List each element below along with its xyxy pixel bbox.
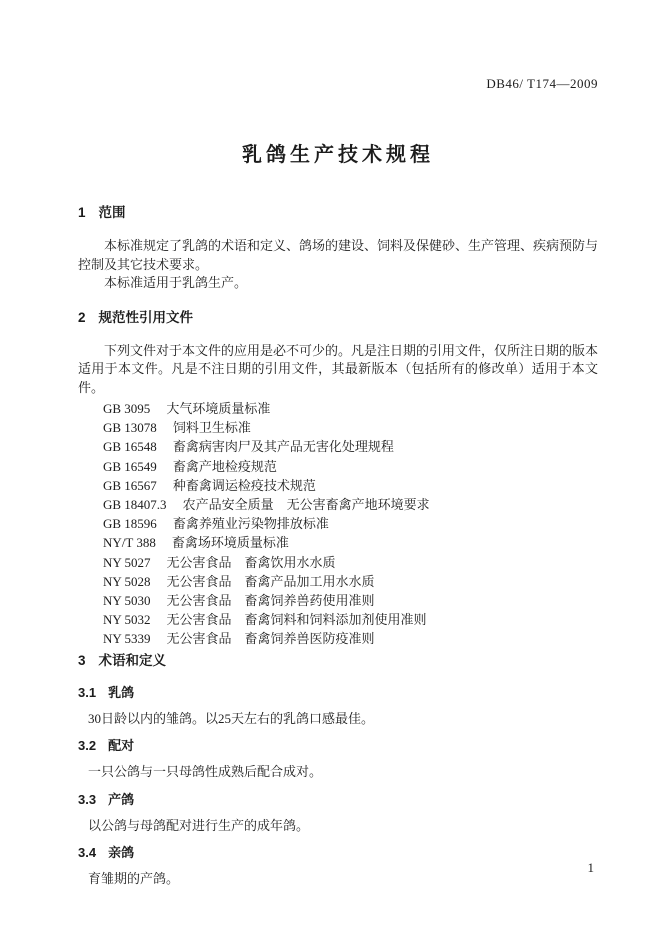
- reference-title: 畜禽产地检疫规范: [172, 458, 277, 474]
- reference-code: GB 16548: [103, 439, 157, 455]
- term-definition: 30日龄以内的雏鸽。以25天左右的乳鸽口感最佳。: [88, 710, 375, 726]
- term-name: 亲鸽: [108, 845, 135, 861]
- section-1-heading: [78, 204, 598, 222]
- reference-code: NY 5027: [103, 554, 151, 570]
- reference-list: [78, 399, 598, 649]
- section-title: 规范性引用文件: [98, 309, 194, 325]
- term-definition: 育雏期的产鸽。: [88, 871, 180, 887]
- reference-item: [103, 457, 598, 476]
- reference-item: [103, 533, 598, 552]
- reference-title: 无公害食品 畜禽饲养兽药使用准则: [166, 593, 375, 609]
- scope-paragraph: 本标准规定了乳鸽的术语和定义、鸽场的建设、饲料及保健砂、生产管理、疾病预防与控制及其它技术要求。: [78, 238, 599, 272]
- term-number: 3.1: [78, 684, 97, 700]
- standard-code: DB46/ T174—2009: [486, 76, 598, 91]
- reference-code: NY 5032: [103, 612, 151, 628]
- term-name: 配对: [108, 738, 135, 754]
- term-definition: 一只公鸽与一只母鸽性成熟后配合成对。: [88, 764, 323, 780]
- section-title: 范围: [98, 205, 126, 220]
- reference-item: [103, 418, 598, 437]
- term-name: 产鸽: [108, 791, 135, 807]
- reference-title: 畜禽病害肉尸及其产品无害化处理规程: [172, 439, 394, 455]
- reference-title: 农产品安全质量 无公害畜禽产地环境要求: [182, 497, 430, 513]
- section-number: 1: [78, 205, 86, 220]
- page-number: 1: [587, 860, 594, 875]
- reference-item: [103, 399, 598, 418]
- term-heading-3-2: [78, 737, 598, 755]
- reference-title: 无公害食品 畜禽饮用水水质: [166, 554, 336, 570]
- term-heading-3-4: [78, 844, 598, 862]
- reference-code: NY 5028: [103, 573, 151, 589]
- reference-title: 畜禽场环境质量标准: [171, 535, 289, 551]
- section-2-heading: [78, 309, 598, 327]
- reference-title: 饲料卫生标准: [172, 420, 251, 436]
- reference-item: [103, 629, 598, 648]
- reference-title: 畜禽养殖业污染物排放标准: [172, 516, 329, 532]
- reference-code: NY 5339: [103, 631, 151, 647]
- reference-code: GB 16567: [103, 477, 157, 493]
- document-title: 乳鸽生产技术规程: [242, 144, 434, 166]
- reference-item: [103, 514, 598, 533]
- reference-title: 种畜禽调运检疫技术规范: [172, 477, 316, 493]
- reference-item: [103, 553, 598, 572]
- reference-code: GB 13078: [103, 420, 157, 436]
- reference-item: [103, 437, 598, 456]
- section-number: 3: [78, 652, 86, 668]
- section-title: 术语和定义: [98, 652, 167, 668]
- term-number: 3.4: [78, 845, 97, 861]
- section-number: 2: [78, 309, 86, 325]
- reference-code: GB 18407.3: [103, 497, 167, 513]
- reference-code: GB 16549: [103, 458, 157, 474]
- reference-item: [103, 572, 598, 591]
- reference-title: 无公害食品 畜禽饲养兽医防疫准则: [166, 631, 375, 647]
- reference-code: GB 18596: [103, 516, 157, 532]
- reference-title: 大气环境质量标准: [166, 401, 271, 416]
- term-heading-3-3: [78, 791, 598, 809]
- term-definition: 以公鸽与母鸽配对进行生产的成年鸽。: [88, 817, 310, 833]
- reference-item: [103, 495, 598, 514]
- reference-item: [103, 591, 598, 610]
- reference-item: [103, 476, 598, 495]
- term-heading-3-1: [78, 684, 598, 702]
- reference-code: GB 3095: [103, 401, 151, 416]
- reference-title: 无公害食品 畜禽产品加工用水水质: [166, 573, 375, 589]
- section-3-heading: [78, 652, 598, 670]
- term-number: 3.3: [78, 791, 97, 807]
- reference-code: NY 5030: [103, 593, 151, 609]
- reference-title: 无公害食品 畜禽饲料和饲料添加剂使用准则: [166, 612, 427, 628]
- term-name: 乳鸽: [108, 684, 135, 700]
- term-number: 3.2: [78, 738, 97, 754]
- scope-paragraph: 本标准适用于乳鸽生产。: [104, 275, 248, 290]
- reference-code: NY/T 388: [103, 535, 156, 551]
- references-intro-paragraph: 下列文件对于本文件的应用是必不可少的。凡是注日期的引用文件，仅所注日期的版本适用于本文件。凡是不注日期的引用文件，其最新版本（包括所有的修改单）适用于本文件。: [78, 342, 599, 395]
- reference-item: [103, 610, 598, 629]
